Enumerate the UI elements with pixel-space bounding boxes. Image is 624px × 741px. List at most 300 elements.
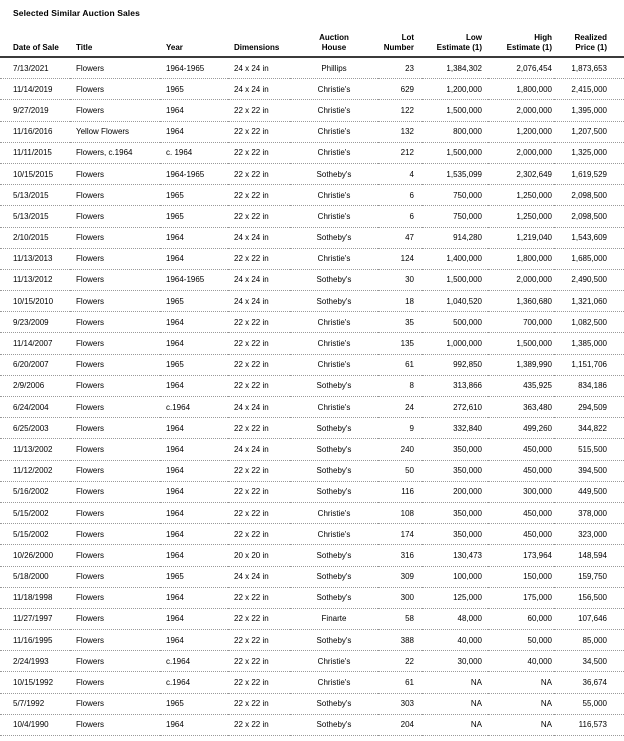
cell-dimensions: 22 x 22 in [234,635,269,645]
cell-realized: 1,395,000 [571,105,607,115]
cell-year: 1965 [166,699,184,709]
auction-sales-table [0,33,624,736]
cell-year: 1964 [166,127,184,137]
cell-high: 450,000 [523,444,552,454]
cell-lot: 303 [400,699,414,709]
cell-dimensions: 22 x 22 in [234,614,269,624]
cell-dimensions: 22 x 22 in [234,211,269,221]
cell-date: 10/4/1990 [13,720,49,730]
cell-high: 450,000 [523,508,552,518]
cell-title: Flowers [76,105,105,115]
cell-year: 1965 [166,296,184,306]
cell-date: 2/9/2006 [13,381,45,391]
cell-realized: 148,594 [578,550,607,560]
table-row [0,206,624,227]
cell-low: 350,000 [453,444,482,454]
cell-realized: 107,646 [578,614,607,624]
cell-date: 7/13/2021 [13,63,49,73]
cell-low: 350,000 [453,508,482,518]
cell-high: 2,000,000 [516,105,552,115]
cell-low: 1,200,000 [446,84,482,94]
cell-low: 992,850 [453,360,482,370]
cell-realized: 116,573 [578,720,607,730]
cell-dimensions: 22 x 22 in [234,317,269,327]
cell-date: 11/13/2012 [13,275,53,285]
cell-lot: 629 [400,84,414,94]
cell-lot: 61 [405,678,414,688]
cell-realized: 1,873,653 [571,63,607,73]
cell-date: 11/13/2013 [13,254,53,264]
table-row [0,57,624,79]
cell-dimensions: 22 x 22 in [234,508,269,518]
cell-date: 11/18/1998 [13,593,53,603]
cell-year: 1964 [166,487,184,497]
cell-lot: 6 [409,190,414,200]
cell-low: 1,040,520 [446,296,482,306]
cell-year: 1965 [166,190,184,200]
cell-house: Sotheby's [316,381,352,391]
cell-year: 1965 [166,572,184,582]
cell-lot: 388 [400,635,414,645]
cell-dimensions: 22 x 22 in [234,169,269,179]
table-row [0,651,624,672]
cell-high: 2,302,649 [516,169,552,179]
cell-title: Flowers [76,720,105,730]
cell-house: Sotheby's [316,699,352,709]
cell-high: 150,000 [523,572,552,582]
cell-title: Flowers [76,529,105,539]
cell-lot: 132 [400,127,414,137]
cell-dimensions: 22 x 22 in [234,381,269,391]
cell-year: 1964 [166,381,184,391]
cell-house: Christie's [317,127,351,137]
cell-dimensions: 24 x 24 in [234,572,269,582]
cell-realized: 1,082,500 [571,317,607,327]
table-row [0,630,624,651]
cell-year: 1964 [166,508,184,518]
cell-house: Sotheby's [316,572,352,582]
cell-house: Christie's [317,529,351,539]
cell-title: Flowers [76,317,105,327]
cell-date: 9/23/2009 [13,317,49,327]
cell-lot: 4 [409,169,414,179]
cell-lot: 135 [400,339,414,349]
cell-house: Christie's [317,190,351,200]
cell-realized: 1,325,000 [571,148,607,158]
cell-house: Sotheby's [316,466,352,476]
cell-low: 350,000 [453,529,482,539]
cell-realized: 2,098,500 [571,211,607,221]
col-header-date: Date of Sale [13,42,59,52]
table-row [0,566,624,587]
cell-low: 30,000 [457,656,482,666]
cell-low: 1,500,000 [446,105,482,115]
cell-date: 5/13/2015 [13,211,49,221]
cell-high: 1,250,000 [516,190,552,200]
cell-high: 2,000,000 [516,275,552,285]
cell-title: Flowers [76,678,105,688]
cell-low: NA [470,678,482,688]
cell-year: 1964 [166,550,184,560]
cell-title: Flowers [76,593,105,603]
cell-year: 1964-1965 [166,275,205,285]
cell-low: 750,000 [453,211,482,221]
cell-dimensions: 24 x 24 in [234,233,269,243]
cell-house: Sotheby's [316,720,352,730]
table-row [0,100,624,121]
cell-title: Flowers [76,360,105,370]
col-header-dimensions: Dimensions [234,42,280,52]
cell-low: NA [470,720,482,730]
cell-title: Flowers [76,572,105,582]
cell-date: 2/10/2015 [13,233,49,243]
cell-realized: 85,000 [582,635,607,645]
cell-low: 350,000 [453,466,482,476]
cell-realized: 1,151,706 [571,360,607,370]
cell-date: 11/12/2002 [13,466,53,476]
cell-dimensions: 22 x 22 in [234,360,269,370]
cell-lot: 24 [405,402,414,412]
cell-lot: 61 [405,360,414,370]
cell-lot: 108 [400,508,414,518]
cell-high: 1,219,040 [516,233,552,243]
cell-lot: 35 [405,317,414,327]
table-row [0,460,624,481]
cell-date: 11/13/2002 [13,444,53,454]
table-row [0,227,624,248]
cell-high: 700,000 [523,317,552,327]
table-row [0,397,624,418]
cell-realized: 36,674 [582,678,607,688]
table-row [0,672,624,693]
cell-title: Flowers [76,487,105,497]
table-row [0,608,624,629]
cell-lot: 30 [405,275,414,285]
cell-dimensions: 20 x 20 in [234,550,269,560]
col-header-title: Title [76,42,93,52]
cell-low: 48,000 [457,614,482,624]
cell-realized: 1,207,500 [571,127,607,137]
cell-dimensions: 22 x 22 in [234,699,269,709]
header-row [0,33,624,57]
cell-title: Flowers [76,508,105,518]
cell-low: 1,500,000 [446,275,482,285]
cell-dimensions: 22 x 22 in [234,466,269,476]
cell-year: 1964 [166,254,184,264]
cell-dimensions: 22 x 22 in [234,254,269,264]
cell-high: 1,200,000 [516,127,552,137]
cell-realized: 834,186 [578,381,607,391]
cell-date: 5/7/1992 [13,699,45,709]
cell-realized: 1,321,060 [571,296,607,306]
cell-year: 1964 [166,720,184,730]
cell-high: 173,964 [523,550,552,560]
table-row [0,121,624,142]
cell-high: NA [540,699,552,709]
cell-title: Flowers [76,169,105,179]
cell-house: Sotheby's [316,550,352,560]
cell-house: Christie's [317,211,351,221]
table-row [0,248,624,269]
cell-realized: 55,000 [582,699,607,709]
cell-title: Flowers [76,84,105,94]
cell-realized: 394,500 [578,466,607,476]
cell-lot: 18 [405,296,414,306]
cell-year: c. 1964 [166,148,193,158]
cell-date: 5/13/2015 [13,190,49,200]
cell-date: 11/16/1995 [13,635,53,645]
cell-high: NA [540,678,552,688]
cell-date: 5/15/2002 [13,529,49,539]
cell-realized: 156,500 [578,593,607,603]
cell-year: 1964 [166,444,184,454]
cell-house: Sotheby's [316,444,352,454]
cell-high: 40,000 [527,656,552,666]
cell-house: Sotheby's [316,233,352,243]
cell-dimensions: 24 x 24 in [234,63,269,73]
cell-title: Flowers [76,296,105,306]
cell-realized: 2,098,500 [571,190,607,200]
cell-high: 1,500,000 [516,339,552,349]
cell-title: Flowers [76,254,105,264]
cell-low: 200,000 [453,487,482,497]
cell-lot: 9 [409,423,414,433]
table-row [0,79,624,100]
cell-date: 11/14/2019 [13,84,53,94]
cell-date: 5/16/2002 [13,487,49,497]
table-row [0,185,624,206]
table-row [0,524,624,545]
cell-low: 272,610 [453,402,482,412]
cell-house: Finarte [321,614,347,624]
cell-title: Flowers [76,614,105,624]
cell-realized: 34,500 [582,656,607,666]
cell-date: 10/15/2015 [13,169,54,179]
cell-year: 1964 [166,339,184,349]
cell-lot: 22 [405,656,414,666]
table-row [0,714,624,735]
cell-lot: 58 [405,614,414,624]
cell-year: c.1964 [166,678,191,688]
cell-low: 1,500,000 [446,148,482,158]
cell-house: Christie's [317,317,351,327]
cell-high: 1,250,000 [516,211,552,221]
cell-house: Christie's [317,339,351,349]
cell-dimensions: 22 x 22 in [234,339,269,349]
cell-dimensions: 24 x 24 in [234,402,269,412]
cell-house: Christie's [317,148,351,158]
col-header-low-estimate: Low Estimate (1) [436,33,482,52]
cell-high: 450,000 [523,466,552,476]
cell-title: Yellow Flowers [76,127,130,137]
cell-low: 500,000 [453,317,482,327]
cell-lot: 124 [400,254,414,264]
cell-title: Flowers [76,381,105,391]
page-title: Selected Similar Auction Sales [13,8,140,18]
cell-year: 1964 [166,593,184,603]
table-row [0,502,624,523]
table-row [0,693,624,714]
table-row [0,587,624,608]
cell-date: 11/11/2015 [13,148,52,158]
cell-realized: 323,000 [578,529,607,539]
cell-date: 2/24/1993 [13,656,49,666]
cell-dimensions: 22 x 22 in [234,720,269,730]
col-header-high-estimate: High Estimate (1) [506,33,552,52]
cell-low: 100,000 [453,572,482,582]
table-row [0,163,624,184]
cell-high: 1,389,990 [516,360,552,370]
cell-lot: 8 [409,381,414,391]
cell-house: Christie's [317,678,351,688]
cell-date: 9/27/2019 [13,105,49,115]
table-row [0,545,624,566]
cell-lot: 50 [405,466,414,476]
cell-house: Sotheby's [316,275,352,285]
cell-realized: 2,415,000 [571,84,607,94]
col-header-lot-number: Lot Number [383,33,414,52]
cell-dimensions: 22 x 22 in [234,593,269,603]
col-header-auction-house: Auction House [319,33,349,52]
cell-lot: 47 [405,233,414,243]
col-header-realized-price: Realized Price (1) [574,33,607,52]
cell-low: NA [470,699,482,709]
cell-year: c.1964 [166,402,191,412]
cell-title: Flowers [76,339,105,349]
cell-house: Christie's [317,84,351,94]
cell-lot: 204 [400,720,414,730]
cell-low: 750,000 [453,190,482,200]
cell-house: Sotheby's [316,169,352,179]
cell-title: Flowers [76,402,105,412]
cell-dimensions: 22 x 22 in [234,487,269,497]
cell-date: 10/26/2000 [13,550,54,560]
cell-lot: 300 [400,593,414,603]
cell-date: 6/24/2004 [13,402,49,412]
cell-realized: 1,619,529 [571,169,607,179]
cell-dimensions: 24 x 24 in [234,444,269,454]
cell-house: Sotheby's [316,296,352,306]
cell-year: 1965 [166,360,184,370]
cell-house: Sotheby's [316,635,352,645]
cell-lot: 174 [400,529,414,539]
cell-low: 914,280 [453,233,482,243]
cell-dimensions: 24 x 24 in [234,275,269,285]
cell-year: 1964 [166,635,184,645]
cell-lot: 316 [400,550,414,560]
cell-house: Christie's [317,254,351,264]
cell-date: 11/27/1997 [13,614,53,624]
cell-low: 332,840 [453,423,482,433]
cell-lot: 240 [400,444,414,454]
cell-dimensions: 24 x 24 in [234,84,269,94]
cell-high: 175,000 [523,593,552,603]
cell-date: 11/16/2016 [13,127,53,137]
cell-dimensions: 22 x 22 in [234,127,269,137]
cell-dimensions: 22 x 22 in [234,423,269,433]
cell-dimensions: 22 x 22 in [234,148,269,158]
cell-title: Flowers [76,699,105,709]
table-row [0,481,624,502]
cell-dimensions: 22 x 22 in [234,678,269,688]
cell-year: 1964 [166,105,184,115]
cell-house: Christie's [317,508,351,518]
cell-year: 1964-1965 [166,63,205,73]
cell-high: 1,800,000 [516,254,552,264]
cell-lot: 309 [400,572,414,582]
cell-high: 1,800,000 [516,84,552,94]
cell-title: Flowers [76,423,105,433]
cell-year: 1964-1965 [166,169,205,179]
cell-title: Flowers [76,656,105,666]
cell-lot: 116 [401,487,414,497]
cell-title: Flowers [76,635,105,645]
cell-year: 1965 [166,211,184,221]
cell-low: 800,000 [453,127,482,137]
cell-house: Christie's [317,656,351,666]
cell-high: 300,000 [523,487,552,497]
cell-high: 60,000 [527,614,552,624]
cell-house: Christie's [317,402,351,412]
cell-realized: 159,750 [578,572,607,582]
table-row [0,354,624,375]
table-row [0,418,624,439]
cell-date: 10/15/2010 [13,296,54,306]
cell-realized: 1,685,000 [571,254,607,264]
cell-date: 6/25/2003 [13,423,49,433]
cell-high: 363,480 [523,402,552,412]
cell-low: 1,000,000 [446,339,482,349]
table-header [0,33,624,57]
table-row [0,312,624,333]
table-body [0,57,624,736]
table-row [0,269,624,290]
cell-house: Sotheby's [316,423,352,433]
cell-house: Christie's [317,105,351,115]
cell-year: 1964 [166,529,184,539]
cell-year: 1964 [166,614,184,624]
cell-high: NA [540,720,552,730]
cell-high: 50,000 [527,635,552,645]
table-row [0,375,624,396]
cell-year: 1964 [166,317,184,327]
cell-date: 11/14/2007 [13,339,53,349]
cell-dimensions: 22 x 22 in [234,105,269,115]
cell-dimensions: 22 x 22 in [234,190,269,200]
cell-high: 435,925 [523,381,552,391]
cell-low: 40,000 [457,635,482,645]
cell-year: 1964 [166,233,184,243]
cell-high: 1,360,680 [516,296,552,306]
cell-realized: 378,000 [578,508,607,518]
cell-title: Flowers [76,275,105,285]
cell-low: 1,535,099 [446,169,482,179]
cell-year: 1964 [166,423,184,433]
cell-title: Flowers [76,211,105,221]
cell-realized: 344,822 [578,423,607,433]
cell-low: 1,384,302 [446,63,482,73]
table-row [0,333,624,354]
cell-title: Flowers [76,550,105,560]
cell-high: 2,076,454 [516,63,552,73]
cell-lot: 122 [400,105,414,115]
cell-title: Flowers [76,444,105,454]
cell-realized: 1,385,000 [571,339,607,349]
cell-house: Christie's [317,360,351,370]
cell-dimensions: 22 x 22 in [234,529,269,539]
cell-title: Flowers [76,466,105,476]
col-header-year: Year [166,42,183,52]
